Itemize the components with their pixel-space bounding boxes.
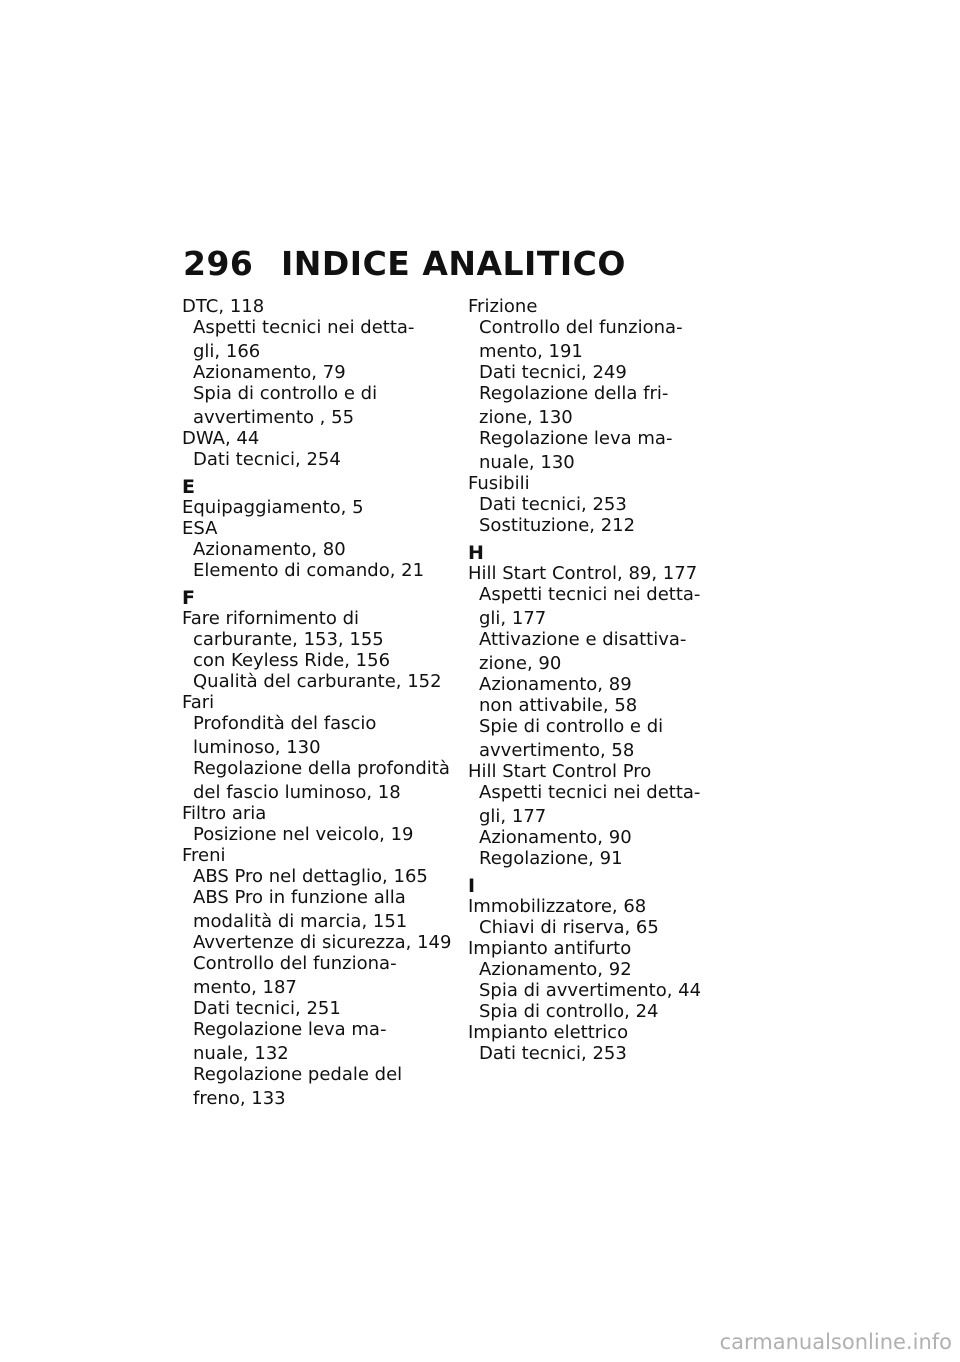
index-subentry [468, 317, 738, 362]
index-subentry [182, 539, 452, 560]
index-subentry-line: ABS Pro in funzione alla [193, 887, 406, 908]
index-subentry-line: Regolazione leva ma- [479, 428, 673, 449]
index-subentry-line: carburante, 153, 155 [193, 629, 384, 650]
index-subentry-line: Avvertenze di sicurezza, 149 [193, 932, 452, 953]
index-subentry-line: Regolazione della fri- [479, 383, 669, 404]
index-subentry [468, 959, 738, 980]
index-subentry-line: con Keyless Ride, 156 [193, 650, 391, 671]
index-subentry [182, 998, 452, 1019]
index-subentry [468, 629, 738, 674]
index-subentry-line: Elemento di comando, 21 [193, 560, 425, 581]
index-subentry [182, 866, 452, 887]
index-subentry-line: freno, 133 [193, 1088, 286, 1109]
index-subentry-line: Posizione nel veicolo, 19 [193, 824, 414, 845]
index-column-right [468, 296, 738, 1064]
index-entry: Immobilizzatore, 68 [468, 896, 647, 917]
index-entry: Hill Start Control, 89, 177 [468, 563, 698, 584]
index-subentry [468, 980, 738, 1001]
index-entry: Fusibili [468, 473, 530, 494]
index-entry: ESA [182, 518, 218, 539]
index-subentry-line: Spia di avvertimento, 44 [479, 980, 702, 1001]
index-entry: Equipaggiamento, 5 [182, 497, 364, 518]
index-subentry-line: Dati tecnici, 251 [193, 998, 341, 1019]
index-subentry-line: luminoso, 130 [193, 737, 321, 758]
index-subentry-line: Azionamento, 89 [479, 674, 632, 695]
index-subentry [182, 713, 452, 758]
index-subentry-line: mento, 187 [193, 977, 297, 998]
index-subentry-line: Dati tecnici, 254 [193, 449, 341, 470]
index-subentry-line: Dati tecnici, 253 [479, 1043, 627, 1064]
index-subentry-line: Spia di controllo e di [193, 383, 378, 404]
index-entry: DTC, 118 [182, 296, 265, 317]
index-subentry [468, 848, 738, 869]
index-subentry-line: Dati tecnici, 249 [479, 362, 627, 383]
index-subentry-line: gli, 177 [479, 806, 547, 827]
index-subentry [468, 917, 738, 938]
index-subentry-line: Sostituzione, 212 [479, 515, 636, 536]
index-subentry [182, 383, 452, 428]
watermark: carmanualsonline.info [719, 1330, 952, 1354]
index-subentry-line: modalità di marcia, 151 [193, 911, 408, 932]
index-subentry [182, 1064, 452, 1109]
index-subentry-line: del fascio luminoso, 18 [193, 782, 401, 803]
index-subentry [468, 584, 738, 629]
index-subentry-line: Controllo del funziona- [193, 953, 397, 974]
index-letter-heading: F [182, 587, 195, 609]
index-entry: Fari [182, 692, 215, 713]
index-subentry-line: zione, 90 [479, 653, 562, 674]
index-entry: Impianto elettrico [468, 1022, 629, 1043]
index-entry: Freni [182, 845, 226, 866]
index-entry: DWA, 44 [182, 428, 260, 449]
page-title: INDICE ANALITICO [281, 244, 626, 283]
index-subentry [468, 1001, 738, 1022]
index-subentry [182, 824, 452, 845]
index-subentry-line: avvertimento , 55 [193, 407, 355, 428]
index-subentry-line: Aspetti tecnici nei detta- [479, 584, 701, 605]
page-number: 296 [183, 244, 254, 283]
index-subentry-line: gli, 166 [193, 341, 261, 362]
index-subentry [468, 716, 738, 761]
page-header [183, 244, 626, 283]
index-entry: Impianto antifurto [468, 938, 632, 959]
index-subentry [468, 428, 738, 473]
index-subentry [182, 671, 452, 692]
index-subentry [182, 317, 452, 362]
index-subentry-line: Chiavi di riserva, 65 [479, 917, 659, 938]
index-subentry-line: Aspetti tecnici nei detta- [193, 317, 415, 338]
index-subentry [468, 383, 738, 428]
index-subentry-line: Regolazione leva ma- [193, 1019, 387, 1040]
index-subentry-line: mento, 191 [479, 341, 583, 362]
index-subentry [182, 932, 452, 953]
index-subentry [182, 629, 452, 650]
index-subentry [182, 449, 452, 470]
index-subentry-line: avvertimento, 58 [479, 740, 635, 761]
index-subentry [182, 1019, 452, 1064]
index-subentry [182, 650, 452, 671]
index-subentry-line: Spie di controllo e di [479, 716, 664, 737]
index-entry: Hill Start Control Pro [468, 761, 652, 782]
index-subentry [468, 674, 738, 695]
index-subentry-line: zione, 130 [479, 407, 573, 428]
index-subentry-line: Attivazione e disattiva- [479, 629, 687, 650]
index-subentry-line: Regolazione pedale del [193, 1064, 403, 1085]
index-subentry-line: Regolazione della profondità [193, 758, 450, 779]
index-subentry [468, 782, 738, 827]
index-subentry [182, 362, 452, 383]
index-letter-heading: E [182, 476, 195, 498]
index-letter-heading: H [468, 542, 484, 564]
index-subentry-line: Spia di controllo, 24 [479, 1001, 659, 1022]
index-subentry [468, 362, 738, 383]
index-subentry-line: Azionamento, 90 [479, 827, 632, 848]
index-subentry [468, 827, 738, 848]
index-entry: Filtro aria [182, 803, 267, 824]
index-subentry [468, 1043, 738, 1064]
index-subentry-line: nuale, 130 [479, 452, 575, 473]
index-subentry [468, 494, 738, 515]
index-subentry-line: Azionamento, 79 [193, 362, 346, 383]
index-subentry [468, 515, 738, 536]
index-subentry-line: Qualità del carburante, 152 [193, 671, 442, 692]
index-subentry [182, 887, 452, 932]
index-subentry-line: ABS Pro nel dettaglio, 165 [193, 866, 428, 887]
index-subentry-line: Dati tecnici, 253 [479, 494, 627, 515]
index-subentry-line: Aspetti tecnici nei detta- [479, 782, 701, 803]
index-subentry-line: Azionamento, 80 [193, 539, 346, 560]
index-entry: Frizione [468, 296, 538, 317]
index-subentry-line: Controllo del funziona- [479, 317, 683, 338]
index-subentry [182, 953, 452, 998]
index-subentry-line: non attivabile, 58 [479, 695, 638, 716]
index-subentry-line: Profondità del fascio [193, 713, 377, 734]
index-subentry [182, 758, 452, 803]
index-subentry-line: Azionamento, 92 [479, 959, 632, 980]
index-subentry-line: gli, 177 [479, 608, 547, 629]
index-subentry [182, 560, 452, 581]
index-subentry-line: Regolazione, 91 [479, 848, 623, 869]
index-column-left [182, 296, 452, 1109]
index-letter-heading: I [468, 875, 476, 897]
index-subentry-line: nuale, 132 [193, 1043, 289, 1064]
index-subentry [468, 695, 738, 716]
index-entry: Fare rifornimento di [182, 608, 360, 629]
